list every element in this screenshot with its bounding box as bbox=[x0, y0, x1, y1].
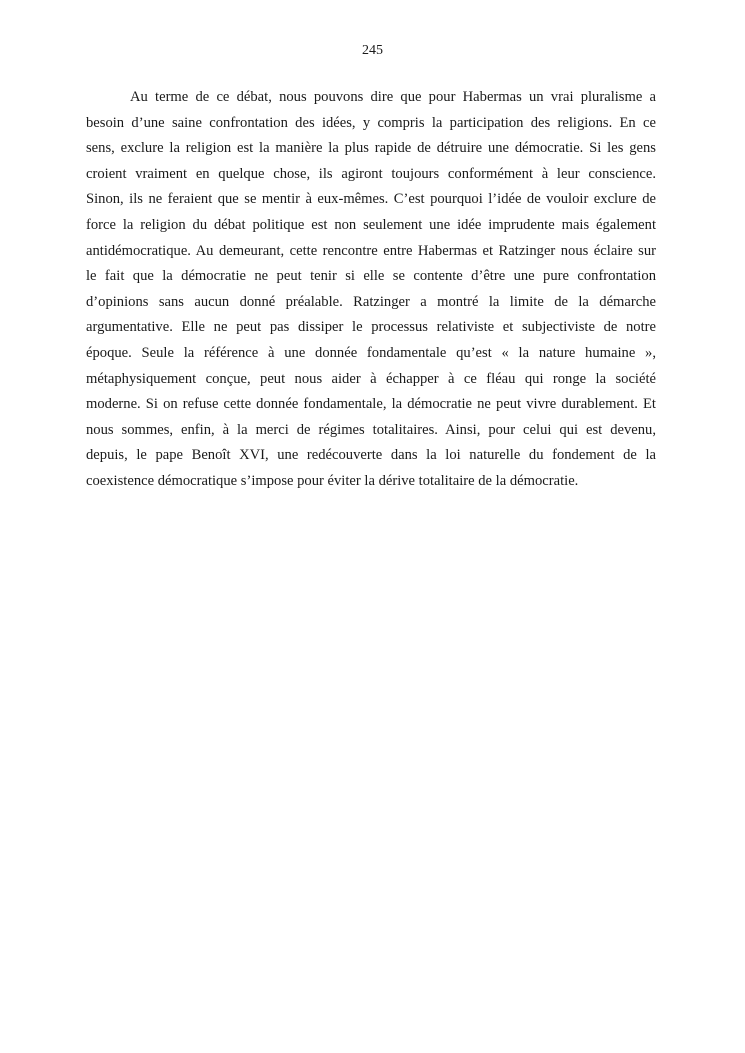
paragraph-line: le fait que la démocratie ne peut tenir si elle se contente d’être une pure confrontation bbox=[86, 268, 656, 285]
paragraph-line: Au terme de ce débat, nous pouvons dire que pour Habermas un vrai pluralisme a bbox=[130, 89, 656, 105]
paragraph-line: époque. Seule la référence à une donnée fondamentale qu’est « la nature humaine », bbox=[86, 344, 656, 361]
paragraph-line: force la religion du débat politique est non seulement une idée imprudente mais également bbox=[86, 216, 656, 233]
paragraph-line: coexistence démocratique s’impose pour éviter la dérive totalitaire de la démocratie. bbox=[86, 472, 579, 489]
paragraph-line: argumentative. Elle ne peut pas dissiper le processus relativiste et subjectiviste de notre bbox=[86, 319, 656, 336]
paragraph-line: Sinon, ils ne feraient que se mentir à eux-mêmes. C’est pourquoi l’idée de vouloir exclure de bbox=[86, 191, 656, 208]
page-number: 245 bbox=[362, 43, 383, 58]
paragraph-line: depuis, le pape Benoît XVI, une redécouverte dans la loi naturelle du fondement de la bbox=[86, 447, 656, 464]
paragraph-line: croient vraiment en quelque chose, ils agiront toujours conformément à leur conscience. bbox=[86, 165, 656, 182]
paragraph-line: besoin d’une saine confrontation des idées, y compris la participation des religions. En ce bbox=[86, 114, 656, 131]
paragraph-line: moderne. Si on refuse cette donnée fondamentale, la démocratie ne peut vivre durablement. Et bbox=[86, 396, 656, 413]
paragraph-line: nous sommes, enfin, à la merci de régimes totalitaires. Ainsi, pour celui qui est devenu, bbox=[86, 421, 656, 438]
paragraph-line: sens, exclure la religion est la manière la plus rapide de détruire une démocratie. Si les gens bbox=[86, 140, 656, 157]
paragraph-line: antidémocratique. Au demeurant, cette rencontre entre Habermas et Ratzinger nous éclaire sur bbox=[86, 242, 656, 259]
paragraph-line: d’opinions sans aucun donné préalable. Ratzinger a montré la limite de la démarche bbox=[86, 293, 656, 310]
paragraph-line: métaphysiquement conçue, peut nous aider à échapper à ce fléau qui ronge la société bbox=[86, 370, 656, 387]
body-paragraph bbox=[86, 85, 656, 495]
